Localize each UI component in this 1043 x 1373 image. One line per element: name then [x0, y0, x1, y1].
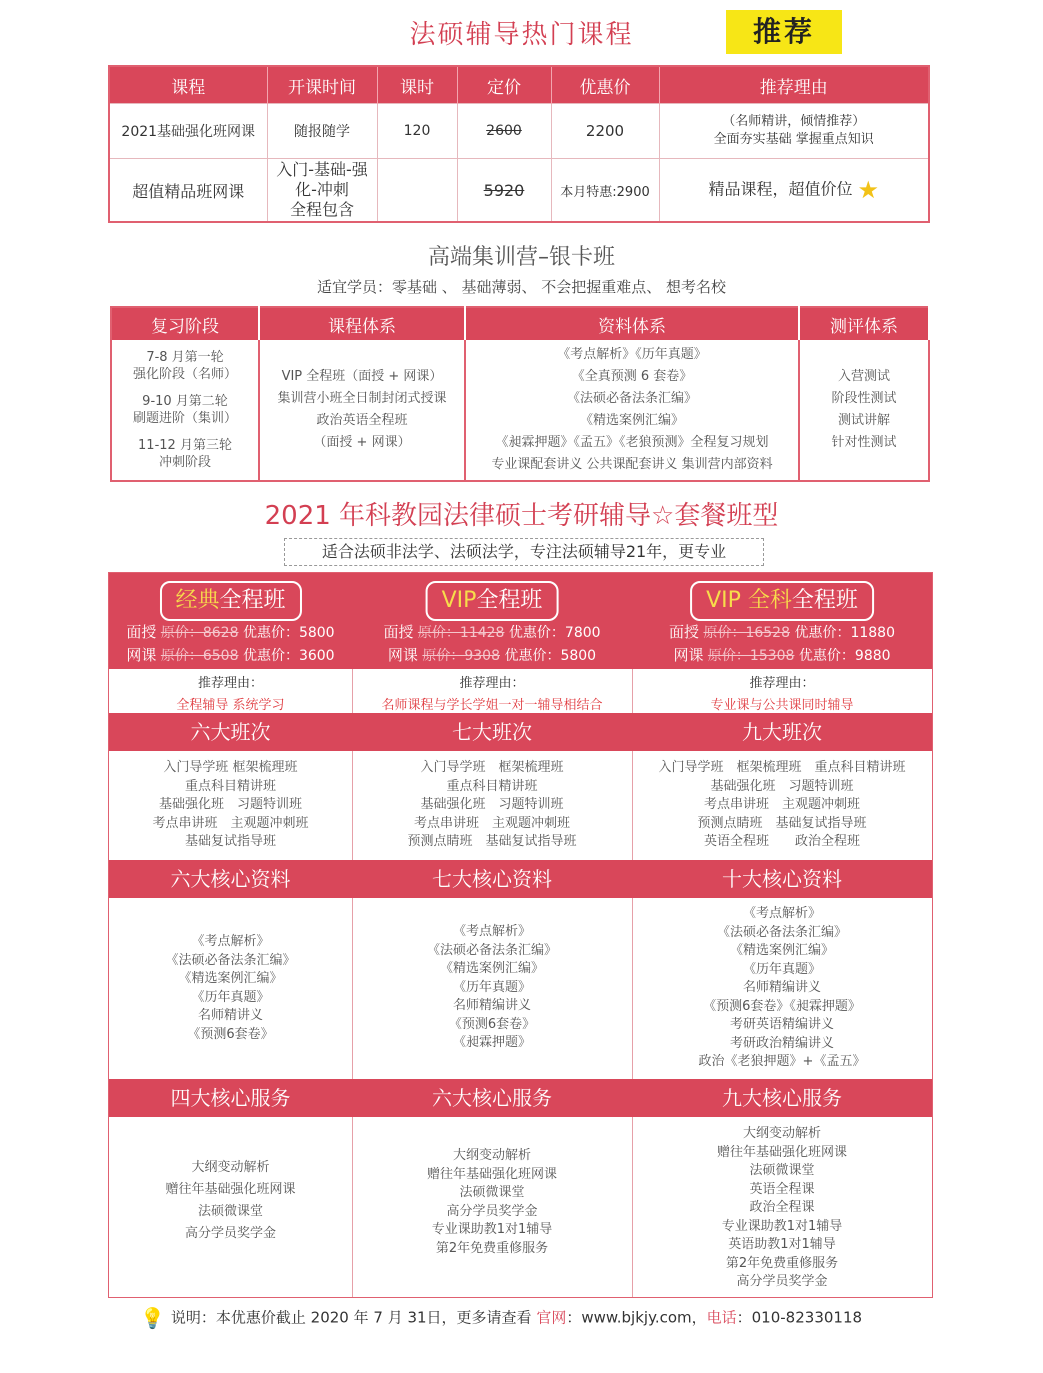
classes-title: 九大班次	[632, 713, 932, 751]
package-reason	[109, 669, 352, 713]
material-line: 《精选案例汇编》	[579, 413, 684, 428]
price-row	[352, 621, 632, 644]
list-item: 基础强化班 习题特训班	[158, 797, 302, 812]
test-line: 针对性测试	[831, 435, 897, 450]
list-item: 法硕微课堂	[197, 1204, 263, 1219]
package-name-highlight: 经典	[175, 588, 220, 613]
list-item: 基础强化班 习题特训班	[710, 778, 854, 794]
discount-price: 优惠价：9880	[798, 648, 891, 664]
services-list	[109, 1157, 352, 1245]
list-item: 入门导学班 框架梳理班	[420, 760, 564, 775]
list-item: 英语全程班 政治全程班	[703, 834, 860, 849]
list-item: 英语全程课	[749, 1181, 815, 1197]
list-item: 政治全程课	[749, 1200, 815, 1215]
discount-price: 优惠价：3600	[242, 648, 335, 664]
material-line: 《考点解析》《历年真题》	[557, 347, 707, 362]
time-line: 全程包含	[289, 200, 354, 219]
list-item: 《考点解析》	[191, 934, 270, 949]
materials-list	[109, 933, 352, 1044]
discount-price: 优惠价：5800	[504, 648, 597, 664]
list-item: 考研政治精编讲义	[729, 1035, 834, 1051]
column-header: 课时	[377, 66, 457, 104]
list-item: 高分学员奖学金	[446, 1203, 538, 1219]
package-name-highlight: VIP	[441, 588, 477, 613]
test-line: 测试讲解	[837, 413, 890, 428]
material-line: 《法硕必备法条汇编》	[566, 391, 697, 406]
column-header: 开课时间	[267, 66, 377, 104]
package-header	[632, 573, 932, 669]
list-item: 《历年真题》	[191, 989, 270, 1005]
course-line: 政治英语全程班	[316, 413, 408, 428]
list-item: 重点科目精讲班	[446, 778, 538, 794]
test-line: 入营测试	[837, 369, 890, 384]
list-item: 《考点解析》	[452, 924, 531, 939]
list-item: 考研英语精编讲义	[729, 1017, 834, 1032]
list-item: 《历年真题》	[452, 979, 531, 995]
services-title: 六大核心服务	[352, 1079, 632, 1117]
start-time	[267, 159, 377, 223]
stage-line: 刷题进阶（集训）	[132, 411, 237, 426]
original-price: 原价：6508	[160, 648, 239, 664]
list-item: 高分学员奖学金	[736, 1274, 828, 1289]
list-item: 法硕微课堂	[749, 1163, 815, 1178]
page-title: 法硕辅导热门课程	[409, 20, 634, 50]
price-row	[632, 621, 932, 644]
list-price: 2600	[457, 104, 551, 159]
package-prices	[352, 621, 632, 667]
price-row	[109, 621, 352, 644]
list-item: 英语助教1对1辅导	[728, 1237, 836, 1252]
phone-number: ：010-82330118	[736, 1308, 863, 1327]
hours	[377, 159, 457, 223]
column-header: 资料体系	[465, 307, 799, 340]
services-list	[632, 1125, 932, 1292]
package-reason	[632, 669, 932, 713]
package-name	[159, 581, 301, 621]
list-item: 《昶霖押题》	[452, 1035, 531, 1050]
price-label: 面授	[126, 623, 157, 641]
reason-label: 推荐理由：	[197, 676, 263, 691]
list-item: 第2年免费重修服务	[725, 1255, 839, 1271]
services-title: 四大核心服务	[109, 1079, 352, 1117]
package-header	[109, 573, 352, 669]
column-header: 测评体系	[799, 307, 929, 340]
list-item: 专业课助教1对1辅导	[431, 1222, 553, 1237]
courses-cell	[259, 340, 465, 481]
package-reason	[352, 669, 632, 713]
list-item: 名师精讲义	[197, 1008, 263, 1023]
table-row	[109, 159, 929, 223]
package-name-highlight: VIP 全科	[706, 588, 792, 613]
original-price: 原价：15308	[707, 648, 795, 664]
packages-title: 2021 年科教园法律硕士考研辅导☆套餐班型	[264, 501, 779, 531]
phone-label: 电话	[706, 1308, 737, 1327]
price-row	[109, 644, 352, 667]
packages-grid	[108, 572, 933, 1298]
list-item: 《法硕必备法条汇编》	[426, 942, 557, 958]
time-line: 入门-基础-强化-冲刺	[276, 160, 368, 199]
course-line: （面授 + 网课）	[313, 435, 411, 450]
column-header: 复习阶段	[111, 307, 259, 340]
stage-line: 9-10 月第二轮	[142, 394, 228, 409]
list-item: 大纲变动解析	[742, 1126, 821, 1141]
column-header: 推荐理由	[659, 66, 929, 104]
list-price: 5920	[457, 159, 551, 223]
stage-line: 强化阶段（名师）	[132, 367, 237, 382]
stages-cell	[111, 340, 259, 481]
material-line: 专业课配套讲义 公共课配套讲义 集训营内部资料	[491, 457, 773, 472]
column-header: 优惠价	[551, 66, 659, 104]
discount-price: 本月特惠:2900	[551, 159, 659, 223]
package-name-rest: 全程班	[219, 588, 286, 613]
materials-title: 六大核心资料	[109, 860, 352, 898]
star-icon: ★	[857, 176, 880, 204]
classes-list	[632, 759, 932, 852]
list-item: 考点串讲班 主观题冲刺班	[413, 815, 570, 831]
package-column	[352, 573, 633, 1297]
camp-audience: 适宜学员：零基础 、 基础薄弱、 不会把握重难点、 想考名校	[316, 278, 727, 296]
price-label: 面授	[668, 623, 699, 641]
reason-line: （名师精讲，倾情推荐）	[722, 114, 866, 129]
list-item: 预测点睛班 基础复试指导班	[697, 815, 867, 831]
stage-line: 冲刺阶段	[158, 455, 211, 470]
reason-text: 专业课与公共课同时辅导	[710, 698, 854, 713]
list-item: 政治《老狼押题》+《孟五》	[698, 1054, 866, 1069]
table-header-row	[109, 66, 929, 104]
course-line: 集训营小班全日制封闭式授课	[277, 391, 447, 406]
table-row	[109, 104, 929, 159]
footer-text: 说明：本优惠价截止 2020 年 7 月 31日，更多请查看	[170, 1308, 537, 1327]
recommend-badge: 推荐	[726, 10, 842, 54]
footer-note	[140, 1306, 862, 1330]
list-item: 考点串讲班 主观题冲刺班	[703, 797, 860, 812]
package-name-rest: 全程班	[791, 588, 858, 613]
reason-text: 精品课程，超值价位	[708, 179, 853, 199]
list-item: 重点科目精讲班	[184, 778, 276, 794]
package-name	[690, 581, 874, 621]
materials-cell	[465, 340, 799, 481]
materials-list	[632, 905, 932, 1072]
recommend-reason	[659, 159, 929, 223]
reason-label: 推荐理由：	[749, 676, 815, 691]
list-item: 《法硕必备法条汇编》	[165, 952, 296, 968]
classes-list	[352, 759, 632, 852]
lightbulb-icon: 💡	[140, 1306, 165, 1330]
price-label: 网课	[126, 646, 157, 664]
list-item: 入门导学班 框架梳理班	[163, 760, 298, 775]
column-header: 课程	[109, 66, 267, 104]
reason-line: 全面夯实基础 掌握重点知识	[713, 132, 874, 147]
list-item: 《精选案例汇编》	[178, 971, 283, 986]
stage-line: 11-12 月第三轮	[138, 438, 232, 453]
price-row	[352, 644, 632, 667]
package-header	[352, 573, 632, 669]
list-item: 赠往年基础强化班网课	[426, 1166, 557, 1182]
original-price: 原价：11428	[417, 625, 505, 641]
reason-label: 推荐理由：	[459, 676, 525, 691]
price-label: 网课	[673, 646, 704, 664]
list-item: 大纲变动解析	[191, 1160, 270, 1175]
material-line: 《昶霖押题》《孟五》《老狼预测》全程复习规划	[495, 435, 769, 450]
services-list	[352, 1147, 632, 1258]
reason-text: 名师课程与学长学姐一对一辅导相结合	[381, 698, 603, 713]
table-row	[111, 340, 929, 481]
list-item: 名师精编讲义	[742, 980, 821, 995]
list-item: 入门导学班 框架梳理班 重点科目精讲班	[658, 760, 906, 775]
hot-courses-table	[108, 65, 930, 223]
list-item: 法硕微课堂	[459, 1185, 525, 1200]
classes-list	[109, 759, 352, 852]
classes-title: 七大班次	[352, 713, 632, 751]
list-item: 《预测6套卷》《昶霖押题》	[703, 998, 861, 1014]
package-column	[632, 573, 932, 1297]
materials-list	[352, 923, 632, 1053]
price-label: 面授	[383, 623, 414, 641]
material-line: 《全真预测 6 套卷》	[571, 369, 693, 384]
price-row	[632, 644, 932, 667]
list-item: 《预测6套卷》	[187, 1026, 274, 1042]
package-prices	[109, 621, 352, 667]
packages-subtitle: 适合法硕非法学、法硕法学，专注法硕辅导21年，更专业	[284, 538, 764, 566]
column-header: 课程体系	[259, 307, 465, 340]
package-name-rest: 全程班	[476, 588, 543, 613]
camp-table	[110, 306, 930, 482]
materials-title: 十大核心资料	[632, 860, 932, 898]
list-item: 考点串讲班 主观题冲刺班	[152, 815, 309, 831]
list-item: 《精选案例汇编》	[729, 943, 834, 958]
website-label: 官网	[536, 1308, 567, 1327]
original-price: 原价：8628	[160, 625, 239, 641]
list-item: 赠往年基础强化班网课	[165, 1182, 296, 1197]
discount-price: 2200	[551, 104, 659, 159]
start-time: 随报随学	[267, 104, 377, 159]
column-header: 定价	[457, 66, 551, 104]
table-header-row	[111, 307, 929, 340]
recommend-reason	[659, 104, 929, 159]
hours: 120	[377, 104, 457, 159]
course-name: 2021基础强化班网课	[109, 104, 267, 159]
list-item: 《精选案例汇编》	[439, 961, 544, 976]
discount-price: 优惠价：7800	[508, 625, 601, 641]
list-item: 高分学员奖学金	[184, 1226, 276, 1241]
website-link[interactable]: ：www.bjkjy.com，	[566, 1308, 707, 1327]
list-item: 名师精编讲义	[452, 998, 531, 1013]
original-price: 原价：16528	[703, 625, 790, 641]
list-item: 第2年免费重修服务	[435, 1240, 549, 1256]
package-prices	[632, 621, 932, 667]
reason-text: 全程辅导 系统学习	[176, 698, 285, 713]
classes-title: 六大班次	[109, 713, 352, 751]
test-line: 阶段性测试	[831, 391, 897, 406]
discount-price: 优惠价：5800	[242, 625, 335, 641]
package-name	[426, 581, 559, 621]
list-item: 《考点解析》	[742, 906, 821, 921]
list-item: 《预测6套卷》	[448, 1016, 536, 1032]
tests-cell	[799, 340, 929, 481]
original-price: 原价：9308	[422, 648, 500, 664]
list-item: 《法硕必备法条汇编》	[716, 924, 847, 940]
price-label: 网课	[387, 646, 418, 664]
list-item: 《历年真题》	[742, 961, 821, 977]
list-item: 专业课助教1对1辅导	[721, 1218, 843, 1234]
stage-line: 7-8 月第一轮	[146, 350, 224, 365]
camp-title: 高端集训营–银卡班	[427, 245, 615, 270]
course-name: 超值精品班网课	[109, 159, 267, 223]
materials-title: 七大核心资料	[352, 860, 632, 898]
list-item: 基础复试指导班	[184, 834, 276, 849]
package-column	[109, 573, 353, 1297]
list-item: 赠往年基础强化班网课	[716, 1144, 847, 1160]
discount-price: 优惠价：11880	[794, 625, 895, 641]
services-title: 九大核心服务	[632, 1079, 932, 1117]
list-item: 大纲变动解析	[452, 1148, 531, 1163]
course-line: VIP 全程班（面授 + 网课）	[281, 369, 443, 384]
list-item: 预测点睛班 基础复试指导班	[407, 834, 577, 849]
list-item: 基础强化班 习题特训班	[420, 797, 564, 812]
